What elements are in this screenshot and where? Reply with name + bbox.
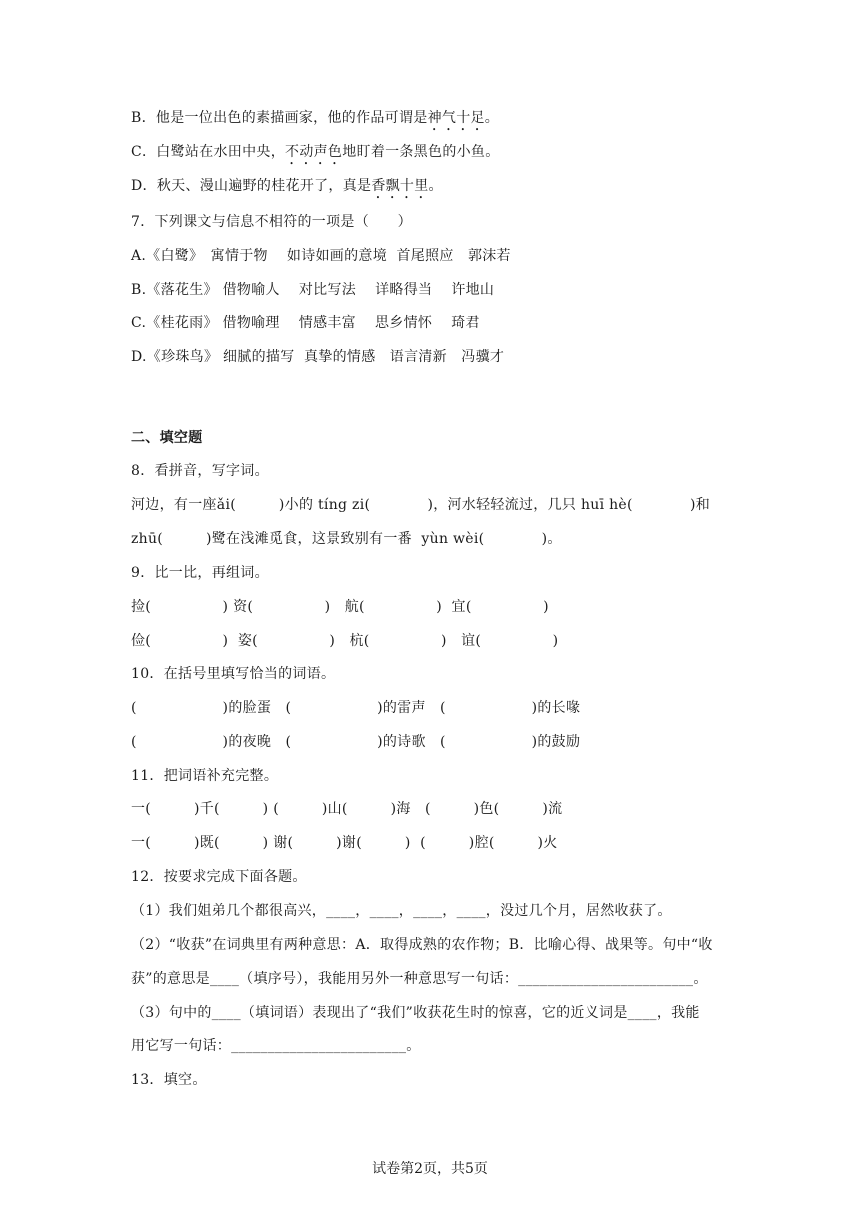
q7-option-c: C.《桂花雨》 借物喻理 情感丰富 思乡情怀 琦君 bbox=[131, 315, 480, 331]
q6-option-d-suffix: 。 bbox=[428, 178, 443, 194]
q10-line-2: ( )的夜晚 ( )的诗歌 ( )的鼓励 bbox=[131, 734, 581, 750]
q11-line-1: 一( )千( ) ( )山( )海 ( )色( )流 bbox=[131, 801, 563, 817]
q9-line-1: 捡( ) 资( ) 航( ) 宜( ) bbox=[131, 599, 549, 615]
q7-stem: 7．下列课文与信息不相符的一项是（ ） bbox=[131, 214, 412, 230]
q12-part-3-line-1: （3）句中的____（填词语）表现出了“我们”收获花生时的惊喜，它的近义词是____，我能 bbox=[131, 1005, 700, 1021]
q12-part-2-line-2: 获”的意思是____（填序号），我能用另外一种意思写一句话：________________________。 bbox=[131, 971, 708, 987]
q12-part-2-line-1: （2）“收获”在词典里有两种意思：A．取得成熟的农作物；B．比喻心得、战果等。句中“收 bbox=[131, 937, 713, 953]
q11-line-2: 一( )既( ) 谢( )谢( ) ( )腔( )火 bbox=[131, 835, 558, 851]
page-footer: 试卷第2页，共5页 bbox=[372, 1161, 488, 1177]
q12-part-3-line-2: 用它写一句话：________________________。 bbox=[131, 1038, 421, 1054]
q6-option-d-dotted: 香飘十里 bbox=[371, 178, 429, 194]
q11-stem: 11．把词语补充完整。 bbox=[131, 768, 279, 784]
q8-line-2: zhū( )鹭在浅滩觅食，这景致别有一番 yùn wèi( )。 bbox=[131, 531, 562, 547]
q6-option-b-suffix: 。 bbox=[484, 110, 500, 126]
q7-option-a: A.《白鹭》 寓情于物 如诗如画的意境 首尾照应 郭沫若 bbox=[131, 248, 511, 264]
q10-line-1: ( )的脸蛋 ( )的雷声 ( )的长喙 bbox=[131, 700, 581, 716]
q8-line-1: 河边，有一座ǎi( )小的 tíng zi( )，河水轻轻流过，几只 huī hè( )和 bbox=[131, 497, 711, 513]
q6-option-b-dotted: 神气十足 bbox=[427, 110, 485, 126]
q6-option-c-text: C．白鹭站在水田中央， bbox=[131, 144, 286, 160]
q9-stem: 9．比一比，再组词。 bbox=[131, 565, 269, 581]
q6-option-d-text: D．秋天、漫山遍野的桂花开了，真是 bbox=[131, 178, 372, 194]
q6-option-c bbox=[131, 142, 500, 168]
q7-option-b: B.《落花生》 借物喻人 对比写法 详略得当 许地山 bbox=[131, 282, 495, 298]
q8-stem: 8．看拼音，写字词。 bbox=[131, 463, 269, 479]
q6-option-c-dotted: 不动声色 bbox=[285, 144, 343, 160]
q6-option-c-suffix: 地盯着一条黑色的小鱼。 bbox=[342, 144, 500, 160]
q9-line-2: 俭( ) 姿( ) 杭( ) 谊( ) bbox=[131, 633, 559, 649]
q12-part-1: （1）我们姐弟几个都很高兴，____，____，____，____，没过几个月，居然收获了。 bbox=[131, 903, 672, 919]
section-title-fill-in: 二、填空题 bbox=[131, 430, 203, 446]
q6-option-b-text: B．他是一位出色的素描画家，他的作品可谓是 bbox=[131, 110, 428, 126]
q7-option-d: D.《珍珠鸟》 细腻的描写 真挚的情感 语言清新 冯骥才 bbox=[131, 349, 505, 365]
q10-stem: 10．在括号里填写恰当的词语。 bbox=[131, 666, 336, 682]
q6-option-b bbox=[131, 108, 499, 134]
q13-stem: 13．填空。 bbox=[131, 1072, 207, 1088]
q12-stem: 12．按要求完成下面各题。 bbox=[131, 869, 307, 885]
q6-option-d bbox=[131, 176, 443, 202]
